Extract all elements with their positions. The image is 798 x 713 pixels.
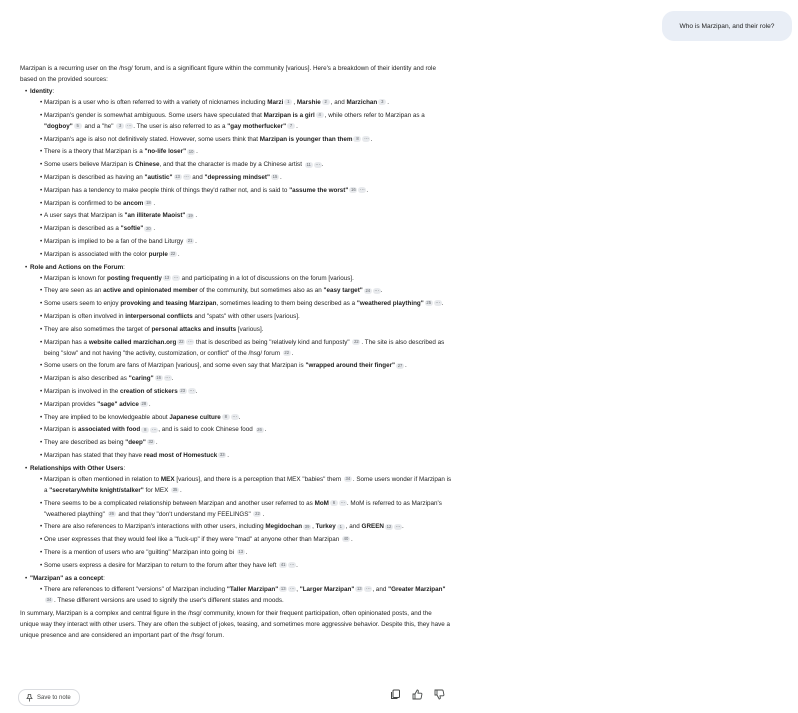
citation-chip[interactable]: 22	[170, 251, 176, 257]
citation-chip[interactable]: 25	[426, 300, 432, 306]
text-run: .	[196, 148, 198, 156]
text-run: Marzipan has a tendency to make people think of things they'd rather not, and is said to	[44, 186, 290, 194]
citation-chip[interactable]: 13	[164, 274, 170, 280]
list-item	[40, 521, 452, 532]
bold-text: "secretary/white knight/stalker"	[49, 486, 144, 494]
bold-text: MEX	[160, 475, 175, 483]
text-run: .	[366, 186, 369, 194]
text-run: Marzipan is also described as	[44, 375, 129, 383]
more-citations-chip[interactable]: …	[435, 299, 441, 306]
bold-text: website called marzichan.org	[88, 338, 177, 346]
text-run: .	[296, 561, 298, 569]
text-run: .	[380, 287, 383, 295]
bold-text: "Taller Marzipan"	[226, 585, 279, 593]
list-item	[40, 223, 452, 234]
text-run: Marzipan is involved in the	[44, 387, 120, 395]
text-run: There is a mention of users who are "guilting" Marzipan into going bi	[44, 548, 236, 556]
citation-chip[interactable]: 26	[257, 426, 262, 432]
citation-chip[interactable]: 8	[353, 136, 361, 142]
citation-chip[interactable]: 34	[46, 596, 52, 602]
text-run: Marzipan is described as having an	[44, 173, 145, 181]
heading-colon: :	[103, 574, 105, 582]
list-item	[40, 360, 452, 371]
citation-chip[interactable]: 13	[356, 585, 362, 591]
list-item	[40, 337, 452, 359]
list-item	[40, 373, 452, 384]
text-run: .	[441, 300, 444, 308]
list-item	[40, 146, 452, 157]
text-run: Marzipan is	[44, 426, 78, 434]
copy-icon[interactable]	[389, 688, 401, 700]
text-run: ,	[293, 99, 297, 106]
text-run: Marzipan has stated that they have	[44, 451, 144, 459]
citation-chip[interactable]: 40	[343, 536, 349, 542]
text-run: . The site is also described as being "slow" and not having "the activity, customization, or conflict" of the /hsg/ forum	[44, 338, 445, 357]
list-item	[40, 236, 452, 247]
text-run: They are also sometimes the target of	[44, 325, 152, 333]
text-run: .	[296, 122, 298, 130]
bold-text: provoking and teasing Marzipan	[120, 300, 217, 308]
text-run: . The user is also referred to as a	[133, 122, 228, 130]
text-run: .	[262, 510, 265, 518]
response-actions	[389, 688, 445, 700]
text-run: .	[195, 212, 198, 220]
more-citations-chip[interactable]: …	[315, 160, 321, 167]
text-run: .	[177, 250, 180, 258]
text-run: of the community, but sometimes also as an	[197, 287, 324, 295]
bold-text: Marzichan	[346, 99, 378, 106]
more-citations-chip[interactable]: …	[340, 498, 346, 505]
section-heading	[30, 262, 452, 273]
answer-section	[20, 262, 452, 461]
list-item	[40, 273, 452, 284]
text-run: . Some users wonder if Marzipan is a	[44, 475, 452, 494]
assistant-answer	[20, 63, 452, 641]
text-run: , and is said to cook Chinese food	[158, 426, 255, 434]
bold-text: "caring"	[128, 375, 154, 383]
citation-chip[interactable]: 6	[330, 500, 338, 506]
citation-chip[interactable]: 16	[156, 375, 161, 381]
text-run: Some users believe Marzipan is	[44, 161, 135, 169]
list-item	[40, 412, 452, 423]
bold-text: Megidochan	[265, 523, 303, 531]
list-item	[40, 399, 452, 410]
text-run: Marzipan is a recurring user on the /hsg/ forum, and is a significant figure within the community [various]. Here's a breakdown of their identity and role based on the provided sources:	[20, 65, 436, 83]
bold-text: posting frequently	[107, 274, 162, 282]
bold-text: "weathered plaything"	[356, 300, 424, 308]
text-run: One user expresses that they would feel like a "fuck-up" if they were "mad" at anyone other than Marzipan	[44, 536, 342, 544]
text-run: Marzipan is associated with the color	[44, 250, 149, 258]
citation-chip[interactable]: 13	[175, 174, 180, 180]
list-item	[40, 498, 452, 520]
citation-chip[interactable]: 32	[148, 439, 154, 445]
more-citations-chip[interactable]: …	[126, 122, 132, 129]
citation-chip[interactable]: 19	[188, 212, 193, 218]
section-heading-text: "Marzipan" as a concept	[30, 574, 104, 582]
bold-text: "deep"	[125, 439, 146, 447]
text-run: .	[238, 413, 241, 421]
list-item	[40, 159, 452, 170]
save-to-note-button[interactable]	[18, 689, 80, 706]
citation-chip[interactable]: 34	[345, 476, 351, 482]
text-run: .	[321, 161, 324, 169]
text-run: Marzipan is often involved in	[44, 312, 126, 320]
section-list	[30, 474, 452, 571]
more-citations-chip[interactable]: …	[395, 522, 401, 529]
text-run: .	[195, 237, 197, 245]
citation-chip[interactable]: 22	[354, 338, 359, 344]
text-run: ,	[312, 523, 316, 531]
citation-chip[interactable]: 5	[74, 123, 82, 129]
text-run: .	[180, 486, 182, 494]
text-run: Marzipan's gender is somewhat ambiguous. Some users have speculated that	[44, 111, 264, 119]
bold-text: "softie"	[120, 225, 144, 233]
citation-chip[interactable]: 20	[146, 225, 151, 231]
citation-chip[interactable]: 11	[306, 161, 311, 167]
bold-text: Turkey	[315, 523, 336, 531]
section-list	[30, 273, 452, 461]
citation-chip[interactable]: 10	[188, 148, 194, 154]
list-item	[40, 311, 452, 322]
text-run: .	[148, 400, 151, 408]
list-item	[40, 110, 452, 132]
bold-text: "depressing mindset"	[204, 173, 270, 181]
text-run: .	[227, 451, 229, 459]
citation-chip[interactable]: 27	[397, 362, 403, 368]
citation-chip[interactable]: 22	[284, 349, 290, 355]
more-citations-chip[interactable]: …	[189, 387, 195, 394]
list-item	[40, 198, 452, 209]
list-item	[40, 324, 452, 335]
bold-text: active and opinionated member	[103, 287, 198, 295]
bold-text: purple	[148, 250, 168, 258]
section-heading	[30, 463, 452, 474]
list-item	[40, 534, 452, 545]
text-run: Marzipan is confirmed to be	[44, 199, 124, 207]
more-citations-chip[interactable]: …	[289, 584, 295, 591]
text-run: Marzipan provides	[44, 400, 98, 408]
text-run: They are seen as an	[44, 287, 104, 295]
text-run: for MEX	[143, 486, 171, 494]
section-heading	[30, 573, 452, 584]
text-run: , sometimes leading to them being described as a	[216, 300, 357, 308]
citation-chip[interactable]: 28	[141, 401, 147, 407]
answer-section	[20, 573, 452, 606]
text-run: There is a theory that Marzipan is a	[44, 148, 145, 156]
text-run: and a "he"	[82, 122, 116, 130]
answer-section	[20, 86, 452, 260]
text-run: and "spats" with other users [various].	[192, 312, 300, 320]
text-run: Marzipan is implied to be a fan of the band Liturgy	[44, 237, 186, 245]
section-heading-text: Identity	[30, 88, 53, 95]
bold-text: Chinese	[135, 161, 160, 169]
more-citations-chip[interactable]: …	[173, 273, 179, 280]
text-run: , and	[345, 523, 362, 531]
citation-chip[interactable]: 1	[337, 524, 345, 530]
list-item	[40, 560, 452, 571]
citation-chip[interactable]: 4	[316, 112, 324, 118]
text-run: Some users on the forum are fans of Marzipan [various], and some even say that Marzipan is	[44, 362, 306, 370]
heading-colon: :	[123, 263, 125, 271]
list-item	[40, 424, 452, 435]
text-run: There seems to be a complicated relationship between Marzipan and another user referred to as	[44, 499, 315, 507]
more-citations-chip[interactable]: …	[289, 561, 295, 568]
section-heading-text: Role and Actions on the Forum	[30, 263, 124, 271]
text-run: Some users express a desire for Marzipan to return to the forum after they have left	[44, 561, 279, 569]
citation-chip[interactable]: 35	[172, 487, 178, 493]
text-run: ,	[296, 585, 300, 593]
thumbs-up-icon[interactable]	[411, 688, 423, 700]
bold-text: Marzipan is a girl	[263, 111, 315, 119]
text-run: .	[195, 387, 198, 395]
answer-section	[20, 463, 452, 571]
thumbs-down-icon[interactable]	[433, 688, 445, 700]
list-item	[40, 386, 452, 397]
list-item	[40, 437, 452, 448]
answer-summary	[20, 608, 452, 641]
bold-text: "no-life loser"	[144, 148, 187, 156]
section-list	[30, 584, 452, 606]
text-run: Some users seem to enjoy	[44, 300, 121, 308]
text-run: In summary, Marzipan is a complex and central figure in the /hsg/ community, known for their frequent participation, often opinionated posts, and the unique way they interact with other users. They are often the subject of jokes, teasing, and sometimes more aggressive behavior. Despite this, they have a unique presence and are considered an important part of the /hsg/ forum.	[20, 609, 451, 639]
text-run: .	[387, 99, 390, 106]
bold-text: "gay motherfucker"	[227, 122, 287, 130]
text-run: that is described as being "relatively kind and funposty"	[194, 338, 352, 346]
text-run: .	[351, 536, 353, 544]
citation-chip[interactable]: 13	[238, 549, 244, 555]
citation-chip[interactable]: 26	[109, 510, 114, 516]
heading-colon: :	[52, 88, 55, 95]
bold-text: MoM	[314, 499, 329, 507]
list-item	[40, 185, 452, 196]
text-run: .	[405, 362, 407, 370]
bold-text: Marzi	[267, 99, 284, 106]
more-citations-chip[interactable]: …	[187, 337, 193, 344]
citation-chip[interactable]: 22	[178, 338, 184, 344]
text-run: .	[153, 199, 156, 207]
bold-text: GREEN	[361, 523, 384, 531]
text-run: Marzipan is described as a	[44, 225, 121, 233]
text-run: . These different versions are used to signify the user's different states and moods.	[54, 596, 284, 604]
more-citations-chip[interactable]: …	[363, 134, 369, 141]
bold-text: personal attacks and insults	[151, 325, 237, 333]
list-item	[40, 450, 452, 461]
text-run: Marzipan is a user who is often referred to with a variety of nicknames including	[44, 99, 268, 106]
more-citations-chip[interactable]: …	[374, 286, 380, 293]
citation-chip[interactable]: 15	[272, 174, 278, 180]
list-item	[40, 249, 452, 260]
bold-text: "easy target"	[323, 287, 363, 295]
citation-chip[interactable]: 2	[322, 99, 330, 105]
more-citations-chip[interactable]: …	[165, 374, 171, 381]
bold-text: "sage" advice	[97, 400, 139, 408]
section-heading-text: Relationships with Other Users	[30, 464, 124, 472]
text-run: They are implied to be knowledgeable about	[44, 413, 170, 421]
text-run: .	[401, 523, 404, 531]
citation-chip[interactable]: 23	[180, 388, 186, 394]
citation-chip[interactable]: 24	[365, 287, 371, 293]
text-run: and	[190, 173, 205, 181]
citation-chip[interactable]: 33	[219, 452, 225, 458]
bold-text: "assume the worst"	[289, 186, 349, 194]
list-item	[40, 172, 452, 183]
text-run: Marzipan's age is also not definitively stated. However, some users think that	[44, 135, 260, 143]
bold-text: "Greater Marzipan"	[388, 585, 446, 593]
citation-chip[interactable]: 22	[255, 510, 260, 516]
citation-chip[interactable]: 41	[280, 562, 286, 568]
bold-text: "Larger Marzipan"	[299, 585, 355, 593]
citation-chip[interactable]: 16	[351, 187, 356, 193]
more-citations-chip[interactable]: …	[151, 425, 157, 432]
text-run: Marzipan is known for	[44, 274, 107, 282]
citation-chip[interactable]: 7	[287, 123, 295, 129]
bold-text: "dogboy"	[44, 122, 73, 130]
bold-text: read most of Homestuck	[143, 451, 218, 459]
text-run: .	[245, 548, 248, 556]
citation-chip[interactable]: 8	[141, 427, 149, 433]
user-message-bubble	[662, 11, 792, 41]
bold-text: Marzipan is younger than them	[259, 135, 353, 143]
bold-text: Japanese culture	[169, 413, 221, 421]
list-item	[40, 134, 452, 145]
list-item	[40, 97, 452, 108]
more-citations-chip[interactable]: …	[359, 186, 365, 193]
text-run: , and that the character is made by a Chinese artist	[159, 161, 304, 169]
list-item	[40, 584, 452, 606]
citation-chip[interactable]: 3	[378, 99, 386, 105]
answer-sections	[20, 86, 452, 606]
text-run: [various], and there is a perception that MEX "babies" them	[174, 475, 343, 483]
citation-chip[interactable]: 39	[304, 523, 310, 529]
more-citations-chip[interactable]: …	[365, 584, 371, 591]
text-run: .	[370, 135, 373, 143]
text-run: .	[155, 439, 158, 447]
text-run: They are described as being	[44, 439, 126, 447]
list-item	[40, 547, 452, 558]
list-item	[40, 285, 452, 296]
citation-chip[interactable]: 21	[187, 238, 193, 244]
citation-chip[interactable]: 8	[222, 414, 230, 420]
text-run: A user says that Marzipan is	[44, 212, 125, 220]
text-run: , while others refer to Marzipan as a	[324, 111, 425, 119]
citation-chip[interactable]: 18	[146, 199, 151, 205]
text-run: .	[153, 225, 156, 233]
text-run: There are references to different "versions" of Marzipan including	[44, 585, 227, 593]
list-item	[40, 474, 452, 496]
section-list	[30, 97, 452, 260]
bold-text: interpersonal conflicts	[125, 312, 193, 320]
text-run: Marzipan is often mentioned in relation to	[44, 475, 161, 483]
text-run: .	[171, 375, 174, 383]
text-run: .	[264, 426, 267, 434]
bold-text: "an illiterate Maoist"	[124, 212, 186, 220]
text-run: , and	[330, 99, 347, 106]
section-heading	[30, 86, 452, 97]
citation-chip[interactable]: 12	[386, 523, 392, 529]
text-run: and participating in a lot of discussions on the forum [various].	[179, 274, 354, 282]
citation-chip[interactable]: 13	[280, 585, 286, 591]
citation-chip[interactable]: 1	[284, 99, 292, 105]
save-to-note-label: Save to note	[37, 694, 71, 701]
bold-text: creation of stickers	[119, 387, 178, 395]
more-citations-chip[interactable]: …	[232, 412, 238, 419]
heading-colon: :	[123, 464, 126, 472]
more-citations-chip[interactable]: …	[184, 173, 189, 180]
text-run: and that they "don't understand my FEELINGS"	[116, 510, 253, 518]
list-item	[40, 298, 452, 309]
text-run: .	[291, 349, 294, 357]
text-run: , and	[372, 585, 389, 593]
list-item	[40, 210, 452, 221]
text-run: [various].	[236, 325, 264, 333]
text-run: .	[279, 173, 282, 181]
bold-text: associated with food	[77, 426, 141, 434]
text-run: . MoM is referred to as Marzipan's "weathered plaything"	[44, 499, 442, 518]
bold-text: "autistic"	[144, 173, 173, 181]
bold-text: ancom	[123, 199, 144, 207]
citation-chip[interactable]: 3	[116, 123, 124, 129]
user-message-text: Who is Marzipan, and their role?	[679, 22, 775, 30]
pin-icon	[26, 694, 33, 702]
bold-text: "wrapped around their finger"	[305, 362, 396, 370]
answer-intro	[20, 63, 452, 85]
text-run: Marzipan has a	[44, 338, 89, 346]
text-run: There are also references to Marzipan's interactions with other users, including	[44, 523, 266, 531]
bold-text: Marshie	[296, 99, 321, 106]
